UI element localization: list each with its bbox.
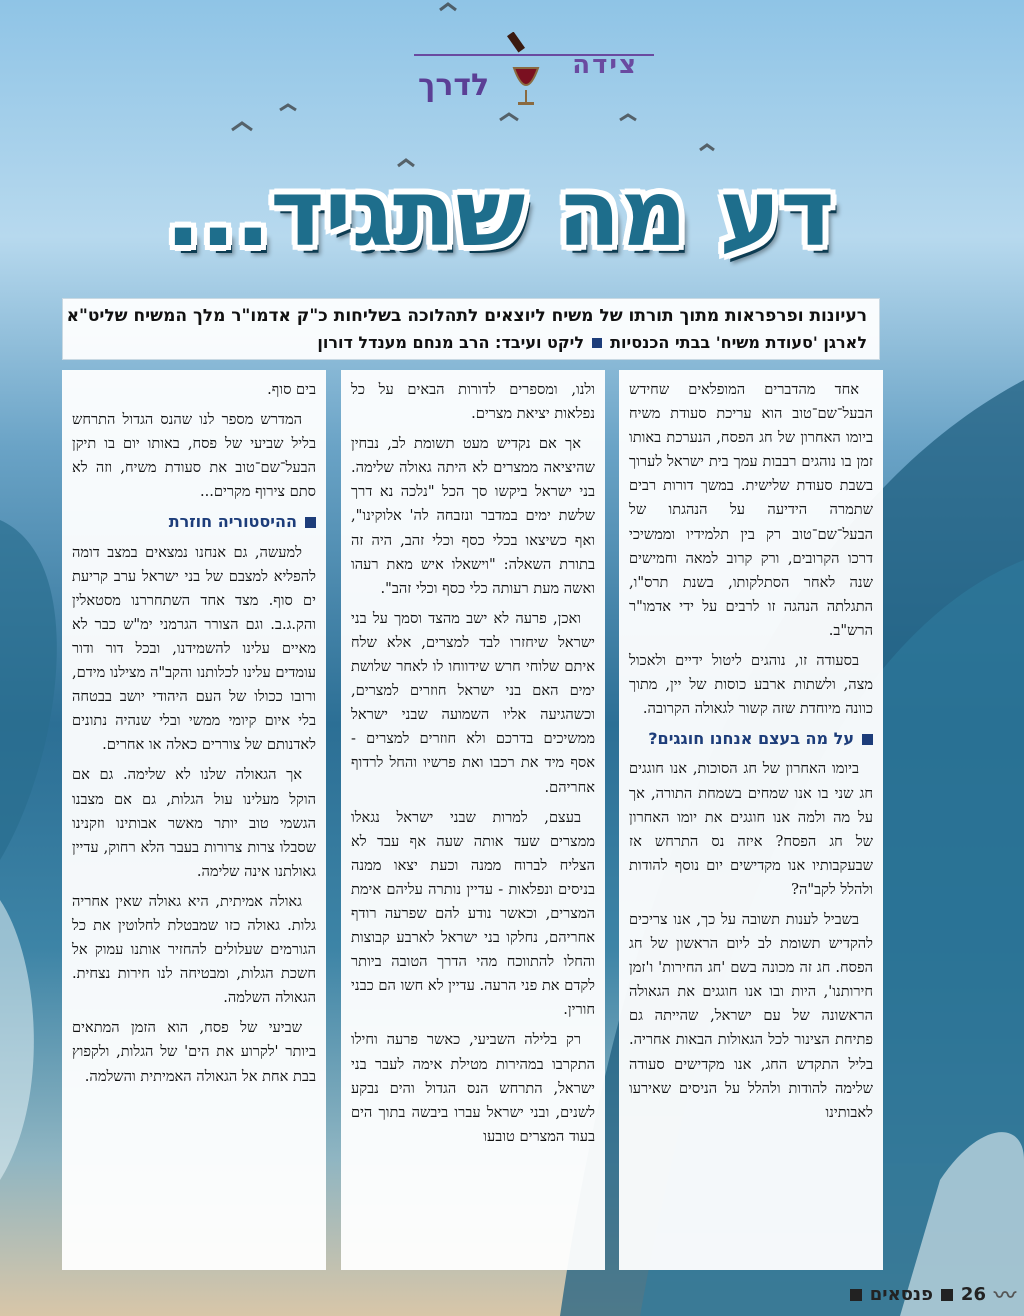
paragraph: בעצם, למרות שבני ישראל נגאלו ממצרים שעד אותה שעה אף עבד לא הצליח לברוח ממנה וכעת יצאו ממנה בניסים ונפלאות - עדיין נותרה עליהם אימת המצרים, וכאשר נודע להם שפרעה רודף אחריהם, נחלקו בני ישראל לארבע קבוצות והחלו להתווכח מהי הדרך הטובה ביותר לקדם את פני הרעה. עדיין לא חשו הם כבני חורין. — [351, 808, 595, 1019]
subtitle-box — [62, 298, 880, 360]
paragraph: בשביל לענות תשובה על כך, אנו צריכים להקדיש תשומת לב ליום הראשון של חג הפסח. חג זה מכונה בשם 'חג החירות' ו'זמן חירותנו', היות ובו אנו חוגגים את הגאולה הראשונה של עם ישראל, שהייתה גם פתיחת הצינור לכל הגאולות הבאות אחריה. בליל התקדש החג, אנו מקדישים סעודה שלימה להודות ולהלל על הניסים שאירעו לאבותינו — [629, 910, 873, 1121]
logo-word-ladereh: לדרך — [418, 68, 490, 103]
headline: דע מה שתגיד... — [165, 160, 835, 267]
wave-logo-icon: 〰 — [993, 1284, 1016, 1309]
article-column-right — [619, 370, 883, 1270]
paragraph: אך הגאולה שלנו לא שלימה. גם אם הוקל מעלינו עול הגלות, גם אם מצבנו הגשמי טוב יותר מאשר אבותינו וזקנינו שסבלו צרות צרורות בעבר הלא רחוק, עדיין גאולתנו אינה שלימה. — [72, 766, 316, 880]
paragraph: אך אם נקדיש מעט תשומת לב, נבחין שהיציאה ממצרים לא היתה גאולה שלימה. בני ישראל ביקשו סך הכל "נלכה נא דרך שלשת ימים במדבר ונזבחה לה' אלוקינו", ואף כשיצאו בכלי כסף וכלי זהב, היה זה בתורת השאלה: "וישאלו איש מאת רעהו ואשה מעת רעותה כלי כסף וכלי זהב". — [351, 435, 595, 597]
footer-square-icon — [850, 1289, 862, 1301]
paragraph: ולנו, ומספרים לדורות הבאים על כל נפלאות יציאת מצרים. — [351, 381, 595, 423]
article-column-left — [62, 370, 326, 1270]
subtitle-line2 — [75, 330, 867, 356]
paragraph: ואכן, פרעה לא ישב מהצד וסמך על בני ישראל שיחזרו לבד למצרים, אלא שלח איתם שלוחי חרש שידווחו לו לאחר שלושת ימים האם בני ישראל חוזרים למצרים, וכשהגיעה אליו השמועה שבני ישראל ממשיכים בדרכם ולא חוזרים למצרים - אסף מיד את רכבו ואת פרשיו והחל לרדוף אחריהם. — [351, 609, 595, 796]
footer-square-icon — [941, 1289, 953, 1301]
paragraph: בים סוף. — [267, 381, 316, 398]
paragraph: גאולה אמיתית, היא גאולה שאין אחריה גלות. גאולה כזו שמבטלת לחלוטין את כל הגורמים שעלולים להחזיר אותנו עמוק אל חשכת הגלות, ומבטיחה לנו חירות נצחית. הגאולה השלמה. — [72, 892, 316, 1007]
section-heading — [629, 727, 873, 751]
paragraph: שביעי של פסח, הוא הזמן המתאים ביותר 'לקרוע את הים' של הגלות, ולקפוץ בבת אחת אל הגאולה האמיתית והשלמה. — [72, 1019, 316, 1085]
wine-glass-icon — [496, 32, 556, 112]
page-footer — [850, 1279, 1016, 1310]
paragraph: בסעודה זו, נוהגים ליטול ידיים ולאכול מצה, ולשתות ארבע כוסות של יין, מתוך כוונה מיוחדת שזה קשור לגאולה הקרובה. — [629, 652, 873, 718]
subtitle-credit: ליקט ועיבד: הרב מנחם מענדל דורון — [317, 333, 585, 352]
bullet-square-icon — [305, 517, 316, 528]
paragraph: למעשה, גם אנחנו נמצאים במצב דומה להפליא למצבם של בני ישראל ערב קריעת ים סוף. מצד אחד השתחררנו מסטאלין והק.ג.ב. וגם הצורר הגרמני ימ"ש כבר לא מאיים עלינו להשמידנו, ובכל דור ודור עומדים עלינו לכלותנו והקב"ה מצילנו מידם, ורובו ככולו של העם היהודי יושב בבטחה בלי איום קיומי ממשי ובלי שנהיה נתונים לאדנותם של צוררים כאלה או אחרים. — [72, 543, 316, 754]
section-heading — [72, 510, 316, 534]
bullet-square-icon — [592, 338, 602, 348]
paragraph: המדרש מספר לנו שהנס הגדול התרחש בליל שביעי של פסח, באותו יום בו תיקן הבעל־שם־טוב את סעודת משיח, וזה לא סתם צירוף מקרים... — [72, 411, 316, 501]
magazine-name: פנסאים — [869, 1284, 933, 1305]
bullet-square-icon — [862, 734, 873, 745]
column-logo — [404, 30, 664, 114]
paragraph: אחד מהדברים המופלאים שחידש הבעל־שם־טוב הוא עריכת סעודת משיח ביומו האחרון של חג הפסח, הנערכת באותו זמן בו נוהגים רבבות עמך בית ישראל לערוך בשבת סעודת שלישית. במשך דורות רבים שתמרה הידיעה על הנהגתו של הבעל־שם־טוב רק בין תלמידיו וממשיכי דרכו הקרובים, ורק קרוב למאה וחמישים שנה לאחר הסתלקותו, בשנת תרס"ו, התגלתה הנהגה זו לרבים על ידי אדמו"ר הרש"ב. — [629, 381, 873, 639]
subtitle-line1: רעיונות ופרפראות מתוך תורתו של משיח ליוצאים לתהלוכה בשליחות כ"ק אדמו"ר מלך המשיח שליט"א — [66, 306, 867, 326]
section-heading-text: על מה בעצם אנחנו חוגגים? — [648, 729, 854, 749]
section-heading-text: ההיסטוריה חוזרת — [168, 512, 297, 532]
logo-word-tzeida: צידה — [572, 50, 638, 80]
page-number: 26 — [960, 1284, 986, 1305]
paragraph: ביומו האחרון של חג הסוכות, אנו חוגגים חג שני בו אנו שמחים בשמחת התורה, אך על מה ולמה אנו חוגגים את יומו האחרון של חג הפסח? איזה נס התרחש אז שבעקבותיו אנו מקדישים יום נוסף להודות ולהלל לקב"ה? — [629, 760, 873, 898]
paragraph: רק בלילה השביעי, כאשר פרעה וחילו התקרבו במהירות מטילת אימה לעבר בני ישראל, התרחש הנס הגדול והים נבקע לשנים, ובני ישראל עברו ביבשה בתוך הים בעוד המצרים טובעו — [351, 1031, 595, 1145]
subtitle-topic: לארגן 'סעודת משיח' בבתי הכנסיות — [610, 333, 867, 352]
article-column-middle — [341, 370, 605, 1270]
